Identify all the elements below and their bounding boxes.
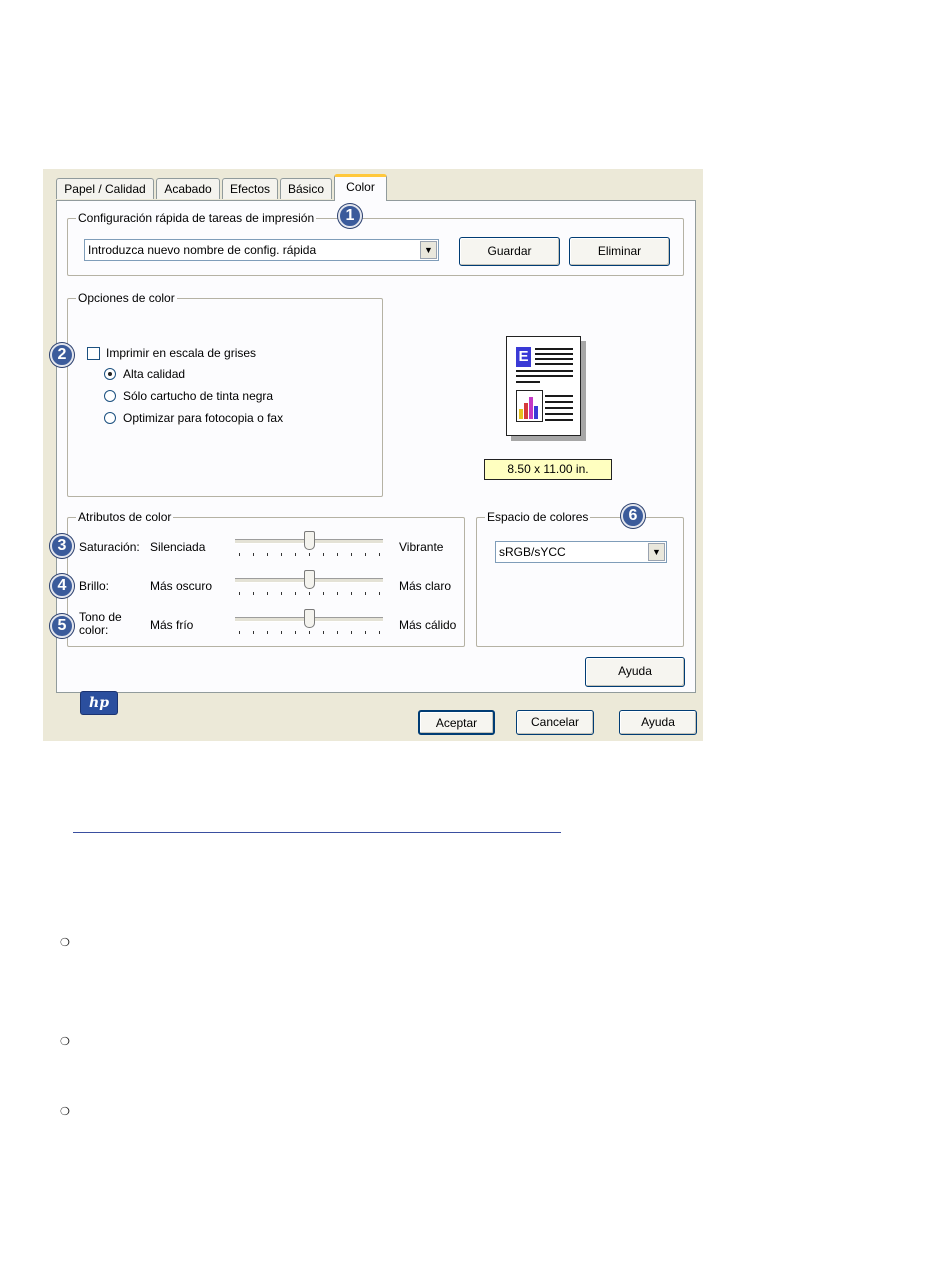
slider-tick <box>253 553 254 556</box>
preview-line <box>516 370 573 372</box>
chart-icon <box>516 390 543 422</box>
radio-alta-calidad-label: Alta calidad <box>123 367 186 381</box>
slider-tick <box>379 592 380 595</box>
callout-badge-3: 3 <box>50 534 74 558</box>
slider-thumb[interactable] <box>304 531 315 550</box>
slider-tick <box>323 631 324 634</box>
slider-thumb[interactable] <box>304 570 315 589</box>
save-button-label: Guardar <box>487 244 532 258</box>
slider-tick <box>337 553 338 556</box>
brightness-min-label: Más oscuro <box>150 579 213 593</box>
saturation-slider[interactable] <box>233 530 385 560</box>
cancel-button[interactable] <box>516 710 594 735</box>
color-tone-min-label: Más frío <box>150 618 194 632</box>
grayscale-label: Imprimir en escala de grises <box>106 346 257 360</box>
tab-basico[interactable] <box>280 178 332 199</box>
radio-alta-calidad[interactable] <box>104 368 116 380</box>
slider-tick <box>295 631 296 634</box>
preview-line <box>516 375 573 377</box>
radio-solo-negro-label: Sólo cartucho de tinta negra <box>123 389 274 403</box>
color-space-combo[interactable] <box>495 541 667 563</box>
slider-tick <box>253 631 254 634</box>
chevron-down-icon[interactable]: ▼ <box>420 241 437 259</box>
slider-tick <box>337 592 338 595</box>
preview-line <box>516 381 540 383</box>
brightness-label: Brillo: <box>79 579 110 593</box>
tab-label: Básico <box>287 182 325 196</box>
slider-tick <box>281 553 282 556</box>
help-button[interactable] <box>619 710 697 735</box>
color-tone-label: Tono de color: <box>79 610 122 637</box>
color-tone-max-label: Más cálido <box>399 618 457 632</box>
brightness-slider[interactable] <box>233 569 385 599</box>
help-button-label: Ayuda <box>641 715 675 729</box>
slider-tick <box>351 631 352 634</box>
radio-fotocopia-fax-label: Optimizar para fotocopia o fax <box>123 411 284 425</box>
slider-tick <box>239 553 240 556</box>
slider-tick <box>323 592 324 595</box>
slider-tick <box>337 631 338 634</box>
saturation-max-label: Vibrante <box>399 540 444 554</box>
slider-tick <box>267 592 268 595</box>
tab-color[interactable] <box>334 174 387 201</box>
slider-tick <box>365 631 366 634</box>
slider-tick <box>295 553 296 556</box>
saturation-min-label: Silenciada <box>150 540 206 554</box>
tab-acabado[interactable] <box>156 178 220 199</box>
callout-badge-1: 1 <box>338 204 362 228</box>
slider-tick <box>365 592 366 595</box>
slider-tick <box>351 553 352 556</box>
bullet-icon: ❍ <box>60 937 70 949</box>
slider-tick <box>379 553 380 556</box>
slider-tick <box>267 631 268 634</box>
color-space-value: sRGB/sYCC <box>499 545 566 559</box>
color-options-group <box>67 291 383 497</box>
tab-label: Papel / Calidad <box>64 182 146 196</box>
slider-tick <box>309 631 310 634</box>
slider-tick <box>295 592 296 595</box>
preview-line <box>545 401 573 403</box>
hp-logo: hp <box>80 691 118 715</box>
color-tone-slider[interactable] <box>233 608 385 638</box>
ok-button-label: Aceptar <box>435 716 478 730</box>
slider-tick <box>267 553 268 556</box>
slider-tick <box>351 592 352 595</box>
saturation-label: Saturación: <box>79 540 140 554</box>
color-options-title: Opciones de color <box>78 291 175 305</box>
page-preview <box>506 336 581 436</box>
preview-line <box>545 413 573 415</box>
slider-tick <box>239 631 240 634</box>
panel-help-button[interactable] <box>585 657 685 687</box>
preview-line <box>545 395 573 397</box>
quick-setup-combo[interactable] <box>84 239 439 261</box>
color-space-group <box>476 510 684 647</box>
color-attributes-title: Atributos de color <box>78 510 172 524</box>
tab-panel-color <box>56 200 696 711</box>
preview-line <box>545 419 573 421</box>
bullet-icon: ❍ <box>60 1036 70 1048</box>
slider-tick <box>365 553 366 556</box>
delete-button[interactable] <box>569 237 670 266</box>
tab-label: Acabado <box>164 182 212 196</box>
tab-label: Efectos <box>229 182 271 196</box>
cancel-button-label: Cancelar <box>530 715 580 729</box>
preview-line <box>535 348 573 350</box>
slider-tick <box>309 553 310 556</box>
link-underline[interactable] <box>73 832 561 833</box>
slider-tick <box>323 553 324 556</box>
color-attributes-group <box>67 510 465 647</box>
brightness-max-label: Más claro <box>399 579 452 593</box>
paper-size-label: 8.50 x 11.00 in. <box>484 459 612 480</box>
ok-button[interactable] <box>418 710 495 735</box>
radio-solo-negro[interactable] <box>104 390 116 402</box>
bullet-icon: ❍ <box>60 1106 70 1118</box>
color-space-title: Espacio de colores <box>487 510 589 524</box>
tab-efectos[interactable] <box>222 178 278 199</box>
quick-setup-value: Introduzca nuevo nombre de config. rápida <box>88 243 317 257</box>
callout-badge-4: 4 <box>50 574 74 598</box>
callout-badge-2: 2 <box>50 343 74 367</box>
callout-badge-6: 6 <box>621 504 645 528</box>
tab-papel-calidad[interactable] <box>56 178 154 199</box>
save-button[interactable] <box>459 237 560 266</box>
slider-tick <box>281 631 282 634</box>
delete-button-label: Eliminar <box>597 244 642 258</box>
panel-help-label: Ayuda <box>618 664 652 678</box>
quick-setup-group <box>67 211 684 276</box>
slider-tick <box>309 592 310 595</box>
slider-tick <box>253 592 254 595</box>
callout-badge-5: 5 <box>50 614 74 638</box>
slider-tick <box>379 631 380 634</box>
radio-fotocopia-fax[interactable] <box>104 412 116 424</box>
quick-setup-title: Configuración rápida de tareas de impresión <box>78 211 315 225</box>
tab-label: Color <box>346 180 375 194</box>
slider-tick <box>281 592 282 595</box>
chevron-down-icon[interactable]: ▼ <box>648 543 665 561</box>
preview-letter: E <box>516 347 531 367</box>
print-properties-dialog <box>43 169 703 741</box>
preview-line <box>535 358 573 360</box>
slider-thumb[interactable] <box>304 609 315 628</box>
preview-line <box>535 363 573 365</box>
slider-tick <box>239 592 240 595</box>
preview-line <box>535 353 573 355</box>
grayscale-checkbox[interactable] <box>87 347 100 360</box>
preview-line <box>545 407 573 409</box>
